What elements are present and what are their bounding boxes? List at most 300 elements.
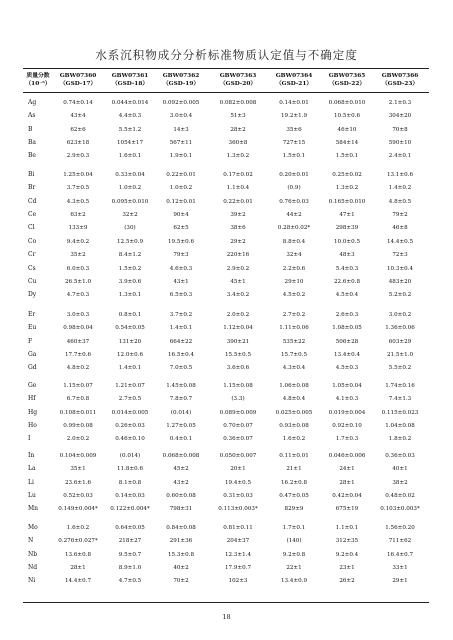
first-column-header-line2: （10⁻⁶） bbox=[25, 81, 51, 87]
table-cell: 13.4±0.9 bbox=[280, 578, 308, 585]
table-cell: 1.11±0.06 bbox=[279, 325, 309, 332]
table-cell: 4.4±0.3 bbox=[118, 113, 142, 120]
table-cell: 0.068±0.008 bbox=[162, 453, 200, 459]
table-cell: 623±18 bbox=[66, 139, 90, 146]
table-cell: 3.0±0.3 bbox=[66, 312, 90, 318]
table-cell: 0.25±0.02 bbox=[332, 172, 362, 178]
table-cell: 46±8 bbox=[392, 225, 408, 232]
table-cell: 1.8±0.2 bbox=[388, 436, 412, 443]
table-cell: (0.014) bbox=[119, 453, 141, 459]
table-top-rule bbox=[23, 68, 429, 69]
table-cell: 0.20±0.01 bbox=[279, 172, 309, 178]
table-cell: 26±2 bbox=[339, 578, 355, 585]
table-cell: 102±3 bbox=[228, 578, 248, 585]
element-symbol: Nd bbox=[28, 563, 38, 571]
table-cell: 17.9±0.7 bbox=[224, 564, 252, 571]
table-cell: 28±2 bbox=[230, 126, 246, 133]
table-cell: 0.113±0.003* bbox=[218, 506, 258, 513]
table-cell: 0.103±0.003* bbox=[380, 506, 420, 513]
table-cell: 5.5±0.2 bbox=[388, 365, 412, 372]
table-cell: 0.4±0.1 bbox=[169, 436, 193, 443]
column-header-id: （GSD-17） bbox=[59, 81, 97, 87]
table-cell: 15.7±0.5 bbox=[280, 351, 308, 358]
column-header-id: （GSD-18） bbox=[111, 81, 149, 87]
table-cell: 2.4±0.1 bbox=[388, 153, 412, 160]
table-cell: 3.7±0.2 bbox=[169, 312, 193, 318]
table-cell: 29±2 bbox=[230, 239, 246, 245]
column-header-code: GBW07364 bbox=[275, 73, 313, 79]
table-cell: 567±11 bbox=[169, 139, 193, 146]
table-cell: 9.2±0.8 bbox=[282, 551, 306, 558]
table-cell: 0.84±0.08 bbox=[166, 525, 196, 531]
table-cell: 0.025±0.005 bbox=[275, 409, 313, 416]
table-cell: 40±2 bbox=[173, 564, 189, 571]
element-symbol: Mn bbox=[28, 505, 39, 513]
table-cell: 0.52±0.03 bbox=[63, 492, 93, 499]
element-symbol: Cu bbox=[28, 277, 37, 285]
table-cell: 15.5±0.5 bbox=[224, 351, 252, 358]
table-cell: 13.6±0.8 bbox=[64, 551, 92, 558]
table-cell: 7.0±0.5 bbox=[169, 365, 193, 372]
table-cell: 19.5±0.6 bbox=[167, 239, 195, 245]
table-cell: 218±27 bbox=[118, 538, 142, 545]
table-cell: 13.1±0.6 bbox=[386, 172, 414, 178]
table-cell: (30) bbox=[124, 225, 136, 232]
column-header-code: GBW07360 bbox=[59, 73, 97, 79]
table-cell: 829±9 bbox=[284, 506, 304, 513]
table-cell: (0.014) bbox=[170, 409, 192, 416]
element-symbol: F bbox=[28, 337, 33, 345]
table-cell: 12.5±0.9 bbox=[116, 239, 144, 245]
table-cell: 70±2 bbox=[173, 578, 189, 585]
table-cell: 35±2 bbox=[70, 252, 86, 259]
element-symbol: Dy bbox=[28, 291, 37, 299]
table-cell: 4.5±0.3 bbox=[335, 365, 359, 372]
column-header bbox=[213, 72, 263, 88]
table-cell: 1.15±0.08 bbox=[223, 383, 253, 389]
table-cell: 23±1 bbox=[339, 564, 355, 571]
table-cell: 0.12±0.01 bbox=[166, 198, 196, 205]
table-cell: 0.082±0.008 bbox=[219, 100, 257, 106]
table-cell: 1.21±0.07 bbox=[115, 383, 145, 389]
table-cell: 0.046±0.006 bbox=[328, 453, 366, 459]
table-cell: 483±20 bbox=[388, 278, 412, 285]
table-cell: 3.0±0.4 bbox=[169, 113, 193, 120]
element-symbol: Ho bbox=[28, 421, 37, 429]
column-header bbox=[105, 72, 155, 88]
table-cell: 43±4 bbox=[70, 113, 86, 120]
table-cell: 19.4±0.5 bbox=[224, 479, 252, 486]
table-cell: 0.8±0.1 bbox=[118, 312, 142, 318]
element-symbol: Ag bbox=[28, 99, 37, 106]
table-cell: (3.3) bbox=[231, 396, 245, 403]
table-cell: 4.3±0.4 bbox=[282, 365, 306, 372]
table-cell: 584±14 bbox=[335, 139, 359, 146]
table-cell: 133±9 bbox=[68, 225, 88, 232]
table-cell: 298±39 bbox=[335, 225, 359, 232]
table-cell: 3.6±0.6 bbox=[226, 365, 250, 372]
table-cell: 46±10 bbox=[337, 126, 357, 133]
table-cell: 32±4 bbox=[286, 252, 302, 259]
table-cell: 312±35 bbox=[335, 538, 359, 545]
element-symbol: I bbox=[28, 435, 31, 443]
table-cell: 0.050±0.007 bbox=[219, 453, 257, 459]
table-cell: 1.0±0.2 bbox=[169, 185, 193, 192]
table-cell: 0.28±0.02* bbox=[277, 225, 311, 232]
table-cell: 3.9±0.6 bbox=[118, 278, 142, 285]
table-cell: 1.74±0.16 bbox=[385, 383, 415, 389]
table-cell: 43±2 bbox=[173, 479, 189, 486]
table-cell: 47±1 bbox=[339, 211, 355, 218]
table-cell: 35±1 bbox=[70, 466, 86, 473]
table-cell: 8.9±1.0 bbox=[118, 564, 142, 571]
table-cell: 1.5±0.1 bbox=[335, 153, 359, 160]
table-cell: 1.0±0.2 bbox=[118, 185, 142, 192]
element-symbol: Br bbox=[28, 184, 36, 192]
table-cell: 0.33±0.04 bbox=[115, 172, 145, 178]
table-cell: 0.108±0.011 bbox=[59, 409, 97, 416]
table-cell: 2.2±0.6 bbox=[282, 265, 306, 272]
table-cell: 0.54±0.05 bbox=[115, 325, 145, 332]
element-symbol: As bbox=[28, 112, 36, 120]
column-header-code: GBW07366 bbox=[381, 73, 419, 79]
table-cell: 17.7±0.6 bbox=[64, 351, 92, 358]
table-cell: 48±3 bbox=[339, 252, 355, 259]
element-symbol: Ni bbox=[28, 577, 36, 585]
table-cell: 2.0±0.2 bbox=[226, 312, 250, 318]
table-cell: 63±2 bbox=[70, 211, 86, 218]
table-cell: 0.17±0.02 bbox=[223, 172, 253, 178]
table-cell: 1.04±0.08 bbox=[385, 422, 415, 429]
table-cell: 9.4±0.2 bbox=[66, 239, 90, 245]
table-cell: 1.45±0.08 bbox=[166, 383, 196, 389]
table-cell: 0.014±0.005 bbox=[111, 409, 149, 416]
column-header bbox=[156, 72, 206, 88]
table-cell: 1.4±0.2 bbox=[388, 185, 412, 192]
table-cell: 29±10 bbox=[284, 278, 304, 285]
table-cell: 304±20 bbox=[388, 113, 412, 120]
first-column-header bbox=[18, 72, 58, 88]
table-cell: 0.81±0.11 bbox=[223, 525, 253, 531]
table-cell: 15.3±0.8 bbox=[167, 551, 195, 558]
table-cell: 43±1 bbox=[173, 278, 189, 285]
element-symbol: Gd bbox=[28, 364, 37, 372]
table-cell: 7.8±0.7 bbox=[169, 396, 193, 403]
table-cell: 4.5±0.4 bbox=[335, 292, 359, 299]
table-cell: 0.36±0.07 bbox=[223, 436, 253, 443]
table-cell: 5.4±0.3 bbox=[335, 265, 359, 272]
table-cell: 90±4 bbox=[173, 211, 189, 218]
table-cell: 0.149±0.004* bbox=[58, 506, 98, 513]
table-cell: 38±6 bbox=[230, 225, 246, 232]
table-cell: 6.7±0.8 bbox=[66, 396, 90, 403]
table-cell: 16.5±0.4 bbox=[167, 351, 195, 358]
table-cell: 6.5±0.3 bbox=[169, 292, 193, 299]
table-cell: 204±37 bbox=[226, 538, 250, 545]
table-cell: 20±1 bbox=[230, 466, 246, 473]
table-cell: 0.122±0.004* bbox=[110, 506, 150, 513]
table-cell: 0.46±0.10 bbox=[115, 436, 145, 443]
element-symbol: Cs bbox=[28, 264, 36, 272]
page-title: 水系沉积物成分分析标准物质认定值与不确定度 bbox=[95, 48, 358, 62]
table-cell: 1.25±0.04 bbox=[63, 172, 93, 178]
table-cell: 1.6±0.2 bbox=[282, 436, 306, 443]
table-cell: 28±1 bbox=[70, 564, 86, 571]
table-cell: 21±1 bbox=[286, 466, 302, 473]
table-cell: 16.2±0.8 bbox=[280, 479, 308, 486]
table-cell: 3.0±0.2 bbox=[388, 312, 412, 318]
table-cell: 0.095±0.010 bbox=[111, 198, 149, 205]
table-cell: 2.9±0.3 bbox=[66, 153, 90, 160]
table-cell: 0.98±0.04 bbox=[63, 325, 93, 332]
table-cell: 13.4±0.4 bbox=[333, 351, 361, 358]
table-cell: 1.9±0.1 bbox=[169, 153, 193, 160]
table-bottom-rule bbox=[23, 602, 429, 603]
table-cell: 10.0±0.5 bbox=[333, 239, 361, 245]
table-cell: 22.6±0.8 bbox=[333, 278, 361, 285]
table-cell: 44±2 bbox=[286, 211, 302, 218]
table-cell: 4.6±0.3 bbox=[169, 265, 193, 272]
table-cell: 79±3 bbox=[173, 252, 189, 259]
column-header bbox=[269, 72, 319, 88]
table-cell: 0.92±0.10 bbox=[332, 422, 362, 429]
table-cell: 0.044±0.014 bbox=[111, 100, 149, 106]
table-cell: 1.3±0.2 bbox=[335, 185, 359, 192]
table-cell: 0.165±0.010 bbox=[328, 198, 366, 205]
table-cell: 1.6±0.1 bbox=[118, 153, 142, 160]
column-header-id: （GSD-22） bbox=[328, 81, 366, 87]
table-cell: 3.4±0.2 bbox=[226, 292, 250, 299]
table-cell: 1.06±0.08 bbox=[279, 383, 309, 389]
table-cell: 45±2 bbox=[173, 466, 189, 473]
table-cell: 1.05±0.04 bbox=[332, 383, 362, 389]
table-cell: 4.3±0.5 bbox=[66, 198, 90, 205]
table-cell: 62±6 bbox=[70, 126, 86, 133]
table-cell: 0.64±0.05 bbox=[115, 525, 145, 531]
table-cell: 0.26±0.03 bbox=[115, 422, 145, 429]
table-cell: 0.068±0.010 bbox=[328, 100, 366, 106]
element-symbol: Co bbox=[28, 238, 37, 245]
element-symbol: B bbox=[28, 125, 33, 133]
table-cell: 0.019±0.004 bbox=[328, 409, 366, 416]
element-symbol: Bi bbox=[28, 171, 35, 178]
table-cell: 3.7±0.5 bbox=[66, 185, 90, 192]
table-cell: 1.12±0.04 bbox=[223, 325, 253, 332]
column-header-id: （GSD-23） bbox=[381, 81, 419, 87]
table-cell: 1.6±0.2 bbox=[66, 525, 90, 531]
table-cell: 220±16 bbox=[226, 252, 250, 259]
table-cell: 19.2±1.9 bbox=[280, 113, 308, 120]
table-cell: 1.5±0.2 bbox=[118, 265, 142, 272]
table-cell: 10.3±0.4 bbox=[386, 265, 414, 272]
column-header-code: GBW07361 bbox=[111, 73, 149, 79]
table-cell: 535±22 bbox=[282, 338, 306, 345]
table-cell: 22±1 bbox=[286, 564, 302, 571]
table-cell: 1.3±0.2 bbox=[226, 153, 250, 160]
table-cell: (0.9) bbox=[287, 185, 301, 192]
element-symbol: Ba bbox=[28, 138, 36, 146]
element-symbol: Li bbox=[28, 478, 34, 486]
table-cell: 0.70±0.07 bbox=[223, 422, 253, 429]
table-cell: 590±10 bbox=[388, 139, 412, 146]
element-symbol: Mo bbox=[28, 524, 38, 531]
element-symbol: In bbox=[28, 452, 35, 459]
table-cell: 11.8±0.6 bbox=[116, 466, 144, 473]
table-cell: (140) bbox=[286, 538, 302, 545]
table-cell: 727±15 bbox=[282, 139, 306, 146]
table-cell: 0.089±0.009 bbox=[219, 409, 257, 416]
table-cell: 0.22±0.01 bbox=[166, 172, 196, 178]
table-cell: 0.115±0.023 bbox=[381, 409, 419, 416]
table-cell: 798±31 bbox=[169, 506, 193, 513]
element-symbol: Eu bbox=[28, 324, 37, 332]
table-cell: 360±8 bbox=[228, 139, 248, 146]
table-cell: 0.092±0.005 bbox=[162, 100, 200, 106]
table-cell: 1.15±0.07 bbox=[63, 383, 93, 389]
table-cell: 4.7±0.3 bbox=[66, 292, 90, 299]
table-cell: 35±6 bbox=[286, 126, 302, 133]
table-cell: 70±8 bbox=[392, 126, 408, 133]
column-header bbox=[53, 72, 103, 88]
table-cell: 8.1±0.8 bbox=[118, 479, 142, 486]
element-symbol: Ce bbox=[28, 210, 37, 218]
table-cell: 32±2 bbox=[122, 211, 138, 218]
table-cell: 12.0±0.6 bbox=[116, 351, 144, 358]
element-symbol: Ge bbox=[28, 382, 37, 389]
table-cell: 0.47±0.05 bbox=[279, 492, 309, 499]
column-header-id: （GSD-19） bbox=[162, 81, 200, 87]
table-cell: 2.6±0.3 bbox=[335, 312, 359, 318]
table-cell: 5.5±1.2 bbox=[118, 126, 142, 133]
table-cell: 9.5±0.7 bbox=[118, 551, 142, 558]
table-cell: 1054±17 bbox=[116, 139, 144, 146]
table-cell: 23.6±1.6 bbox=[64, 479, 92, 486]
element-symbol: Ga bbox=[28, 350, 37, 358]
table-cell: 1.27±0.05 bbox=[166, 422, 196, 429]
table-cell: 10.5±0.6 bbox=[333, 113, 361, 120]
table-cell: 0.22±0.01 bbox=[223, 198, 253, 205]
table-cell: 40±1 bbox=[392, 466, 408, 473]
table-cell: 29±1 bbox=[392, 578, 408, 585]
table-cell: 4.7±0.5 bbox=[118, 578, 142, 585]
table-cell: 711±62 bbox=[388, 538, 412, 545]
table-cell: 8.8±0.4 bbox=[282, 239, 306, 245]
table-cell: 79±2 bbox=[392, 211, 408, 218]
table-cell: 1.1±0.1 bbox=[335, 525, 359, 531]
table-cell: 1.08±0.05 bbox=[332, 325, 362, 332]
column-header-code: GBW07363 bbox=[219, 73, 257, 79]
table-cell: 390±21 bbox=[226, 338, 250, 345]
table-cell: 4.8±0.4 bbox=[282, 396, 306, 403]
table-cell: 14.4±0.5 bbox=[386, 239, 414, 245]
table-cell: 33±1 bbox=[392, 564, 408, 571]
table-cell: 12.3±1.4 bbox=[224, 551, 252, 558]
element-symbol: Hf bbox=[28, 395, 36, 403]
table-cell: 62±5 bbox=[173, 225, 189, 232]
table-cell: 0.76±0.03 bbox=[279, 198, 309, 205]
table-cell: 4.8±0.2 bbox=[66, 365, 90, 372]
element-symbol: Cr bbox=[28, 251, 36, 259]
table-cell: 8.4±1.2 bbox=[118, 252, 142, 259]
table-cell: 0.11±0.01 bbox=[279, 453, 309, 459]
element-symbol: Cl bbox=[28, 224, 35, 232]
table-cell: 51±3 bbox=[230, 113, 246, 120]
element-symbol: Nb bbox=[28, 550, 38, 558]
table-cell: 0.99±0.08 bbox=[63, 422, 93, 429]
table-cell: 0.276±0.027* bbox=[58, 538, 98, 545]
table-cell: 0.14±0.01 bbox=[279, 100, 309, 106]
table-cell: 0.31±0.03 bbox=[223, 492, 253, 499]
table-cell: 0.42±0.04 bbox=[332, 492, 362, 499]
table-cell: 21.5±1.0 bbox=[386, 351, 414, 358]
column-header bbox=[322, 72, 372, 88]
table-cell: 0.14±0.03 bbox=[115, 492, 145, 499]
table-cell: 1.7±0.3 bbox=[335, 436, 359, 443]
table-cell: 4.1±0.3 bbox=[335, 396, 359, 403]
element-symbol: N bbox=[28, 537, 34, 545]
page-number: 18 bbox=[222, 613, 231, 621]
column-header bbox=[375, 72, 425, 88]
table-cell: 2.7±0.2 bbox=[282, 312, 306, 318]
element-symbol: La bbox=[28, 465, 36, 473]
table-cell: 0.104±0.009 bbox=[59, 453, 97, 459]
table-cell: 2.9±0.2 bbox=[226, 265, 250, 272]
column-header-id: （GSD-20） bbox=[219, 81, 257, 87]
table-cell: 2.7±0.5 bbox=[118, 396, 142, 403]
table-cell: 14.4±0.7 bbox=[64, 578, 92, 585]
element-symbol: Cd bbox=[28, 197, 37, 205]
element-symbol: Hg bbox=[28, 408, 38, 416]
table-cell: 6.0±0.3 bbox=[66, 265, 90, 272]
table-cell: 2.0±0.2 bbox=[66, 436, 90, 443]
table-cell: 1.4±0.1 bbox=[169, 325, 193, 332]
table-cell: 506±28 bbox=[335, 338, 359, 345]
table-cell: 28±1 bbox=[339, 479, 355, 486]
table-cell: 1.36±0.06 bbox=[385, 325, 415, 332]
table-cell: 14±3 bbox=[173, 126, 189, 133]
table-cell: 1.56±0.20 bbox=[385, 525, 415, 531]
table-cell: 45±1 bbox=[230, 278, 246, 285]
table-cell: 0.60±0.08 bbox=[166, 492, 196, 499]
table-cell: 675±19 bbox=[335, 506, 359, 513]
table-cell: 4.8±0.5 bbox=[388, 198, 412, 205]
first-column-header-line1: 质量分数 bbox=[26, 73, 50, 79]
table-cell: 1.4±0.1 bbox=[118, 365, 142, 372]
table-cell: 131±20 bbox=[118, 338, 142, 345]
table-cell: 38±2 bbox=[392, 479, 408, 486]
element-symbol: Er bbox=[28, 311, 36, 318]
table-cell: 291±36 bbox=[169, 538, 193, 545]
table-cell: 2.1±0.3 bbox=[388, 100, 412, 106]
column-header-id: （GSD-21） bbox=[275, 81, 313, 87]
table-cell: 26.5±1.0 bbox=[64, 278, 92, 285]
table-cell: 1.1±0.4 bbox=[226, 185, 250, 192]
table-cell: 0.36±0.03 bbox=[385, 453, 415, 459]
table-cell: 664±22 bbox=[169, 338, 193, 345]
table-cell: 603±29 bbox=[388, 338, 412, 345]
column-header-code: GBW07365 bbox=[328, 73, 366, 79]
table-cell: 0.48±0.02 bbox=[385, 492, 415, 499]
table-cell: 0.74±0.14 bbox=[63, 100, 93, 106]
table-cell: 0.93±0.08 bbox=[279, 422, 309, 429]
element-symbol: Lu bbox=[28, 491, 36, 499]
table-cell: 1.5±0.1 bbox=[282, 153, 306, 160]
table-cell: 1.3±0.1 bbox=[118, 292, 142, 299]
table-cell: 39±2 bbox=[230, 211, 246, 218]
table-cell: 460±37 bbox=[66, 338, 90, 345]
table-cell: 24±1 bbox=[339, 466, 355, 473]
column-header-code: GBW07362 bbox=[162, 73, 200, 79]
